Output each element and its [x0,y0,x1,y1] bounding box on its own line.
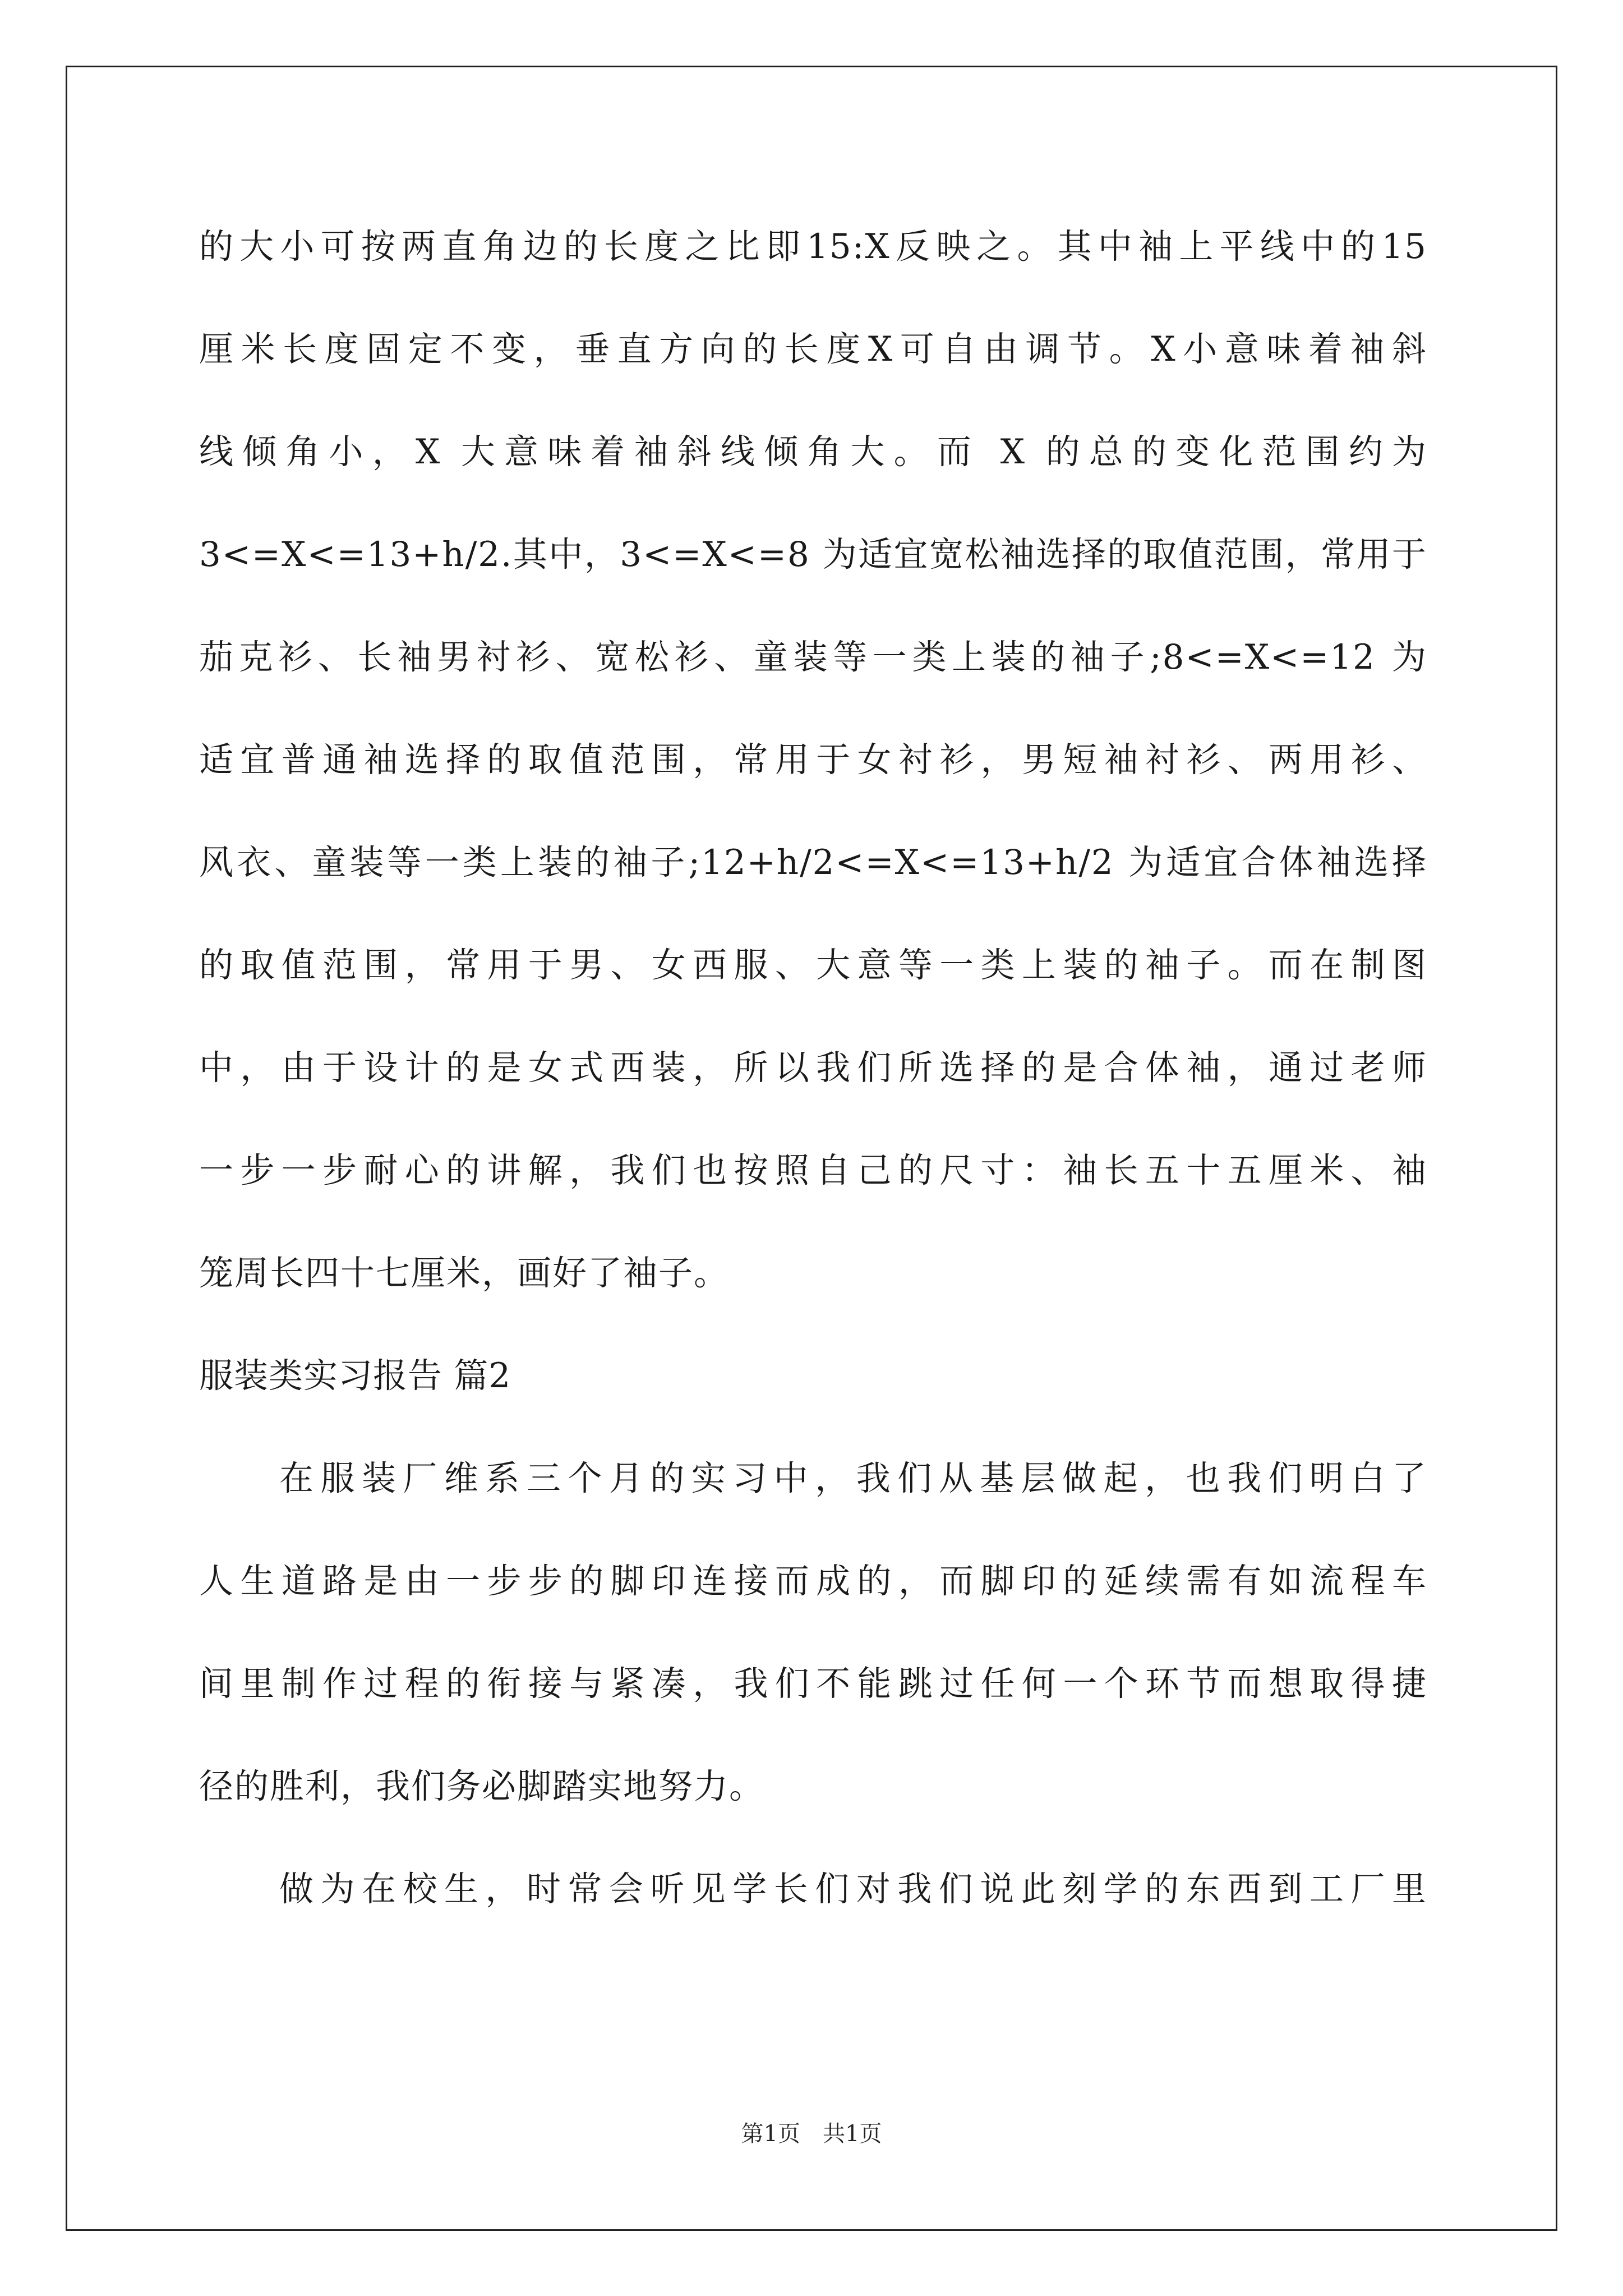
text-line: 茄克衫、长袖男衬衫、宽松衫、童装等一类上装的袖子;8<=X<=12 为 [199,637,1427,677]
text-line: 人生道路是由一步步的脚印连接而成的，而脚印的延续需有如流程车 [199,1561,1427,1601]
text-line: 的大小可按两直角边的长度之比即15:X反映之。其中袖上平线中的15 [199,227,1427,266]
text-line: 笼周长四十七厘米，画好了袖子。 [199,1253,730,1293]
text-line: 风衣、童装等一类上装的袖子;12+h/2<=X<=13+h/2 为适宜合体袖选择 [199,843,1427,882]
text-line: 间里制作过程的衔接与紧凑，我们不能跳过任何一个环节而想取得捷 [199,1664,1427,1704]
text-line: 一步一步耐心的讲解，我们也按照自己的尺寸：袖长五十五厘米、袖 [199,1151,1427,1190]
text-line: 适宜普通袖选择的取值范围，常用于女衬衫，男短袖衬衫、两用衫、 [199,740,1427,780]
text-line: 厘米长度固定不变，垂直方向的长度X可自由调节。X小意味着袖斜 [199,329,1427,369]
text-line: 线倾角小，X 大意味着袖斜线倾角大。而 X 的总的变化范围约为 [199,432,1427,472]
text-line: 中，由于设计的是女式西装，所以我们所选择的是合体袖，通过老师 [199,1048,1427,1088]
section-heading: 服装类实习报告 篇2 [199,1356,511,1396]
text-line: 径的胜利，我们务必脚踏实地努力。 [199,1766,765,1806]
page-footer [0,2116,1623,2148]
document-body [199,219,1427,1964]
paragraph-first-line: 做为在校生，时常会听见学长们对我们说此刻学的东西到工厂里 [279,1869,1427,1909]
page-number: 第1页 共1页 [741,2121,882,2147]
paragraph-first-line: 在服装厂维系三个月的实习中，我们从基层做起，也我们明白了 [279,1458,1427,1498]
text-line: 的取值范围，常用于男、女西服、大意等一类上装的袖子。而在制图 [199,945,1427,985]
text-line: 3<=X<=13+h/2.其中，3<=X<=8 为适宜宽松袖选择的取值范围，常用于 [199,535,1427,574]
